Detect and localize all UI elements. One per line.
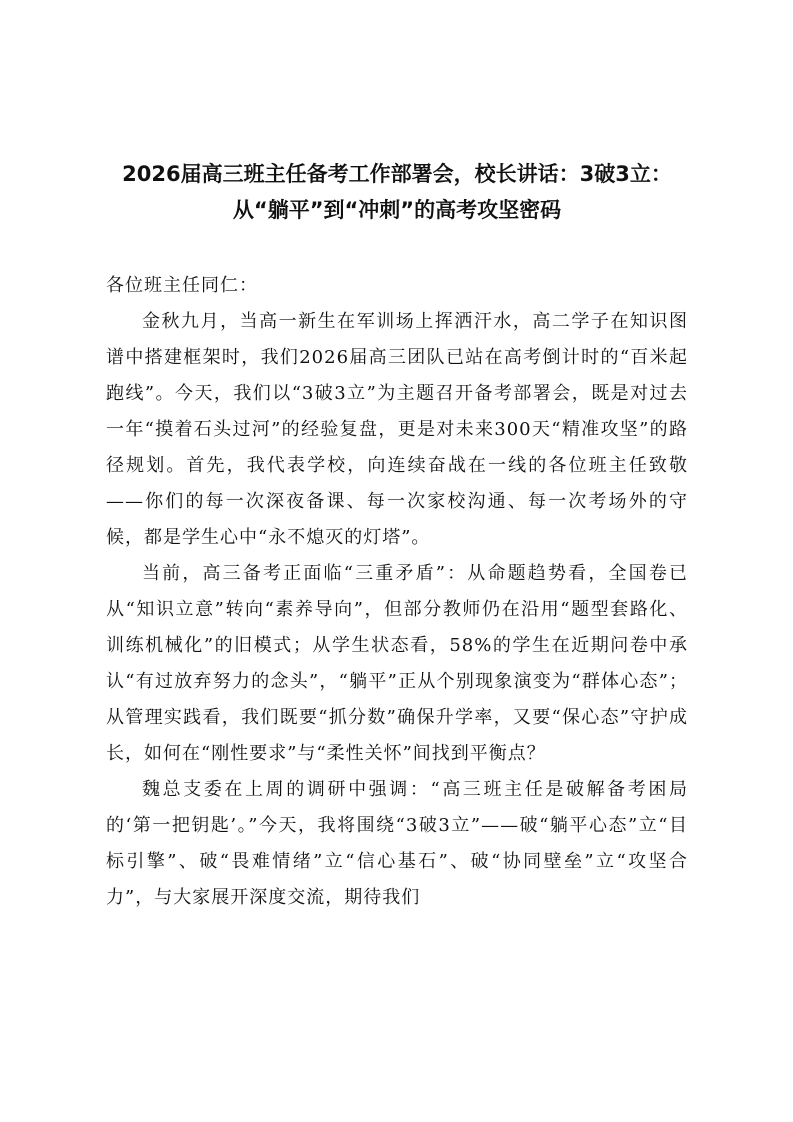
paragraph-3: 魏总支委在上周的调研中强调：“高三班主任是破解备考困局的‘第一把钥匙’。”今天，我将围绕“3破3立”——破“躺平心态”立“目标引擎”、破“畏难情绪”立“信心基石”、破“协同壁垒”立“攻坚合力”，与大家展开深度交流，期待我们 [106,779,688,908]
paragraph-2: 当前，高三备考正面临“三重矛盾”：从命题趋势看，全国卷已从“知识立意”转向“素养导向”，但部分教师仍在沿用“题型套路化、训练机械化”的旧模式；从学生状态看，58%的学生在近期问卷中承认“有过放弃努力的念头”，“躺平”正从个别现象演变为“群体心态”；从管理实践看，我们既要“抓分数”确保升学率，又要“保心态”守护成长，如何在“刚性要求”与“柔性关怀”间找到平衡点？ [106,563,688,764]
paragraph-1: 金秋九月，当高一新生在军训场上挥洒汗水，高二学子在知识图谱中搭建框架时，我们2026届高三团队已站在高考倒计时的“百米起跑线”。今天，我们以“3破3立”为主题召开备考部署会，既是对过去一年“摸着石头过河”的经验复盘，更是对未来300天“精准攻坚”的路径规划。首先，我代表学校，向连续奋战在一线的各位班主任致敬——你们的每一次深夜备课、每一次家校沟通、每一次考场外的守候，都是学生心中“永不熄灭的灯塔”。 [106,311,688,548]
document-title: 2026届高三班主任备考工作部署会，校长讲话：3破3立：从“躺平”到“冲刺”的高考攻坚密码 [122,162,672,222]
greeting-line: 各位班主任同仁： [106,275,258,296]
document-body [106,268,688,916]
